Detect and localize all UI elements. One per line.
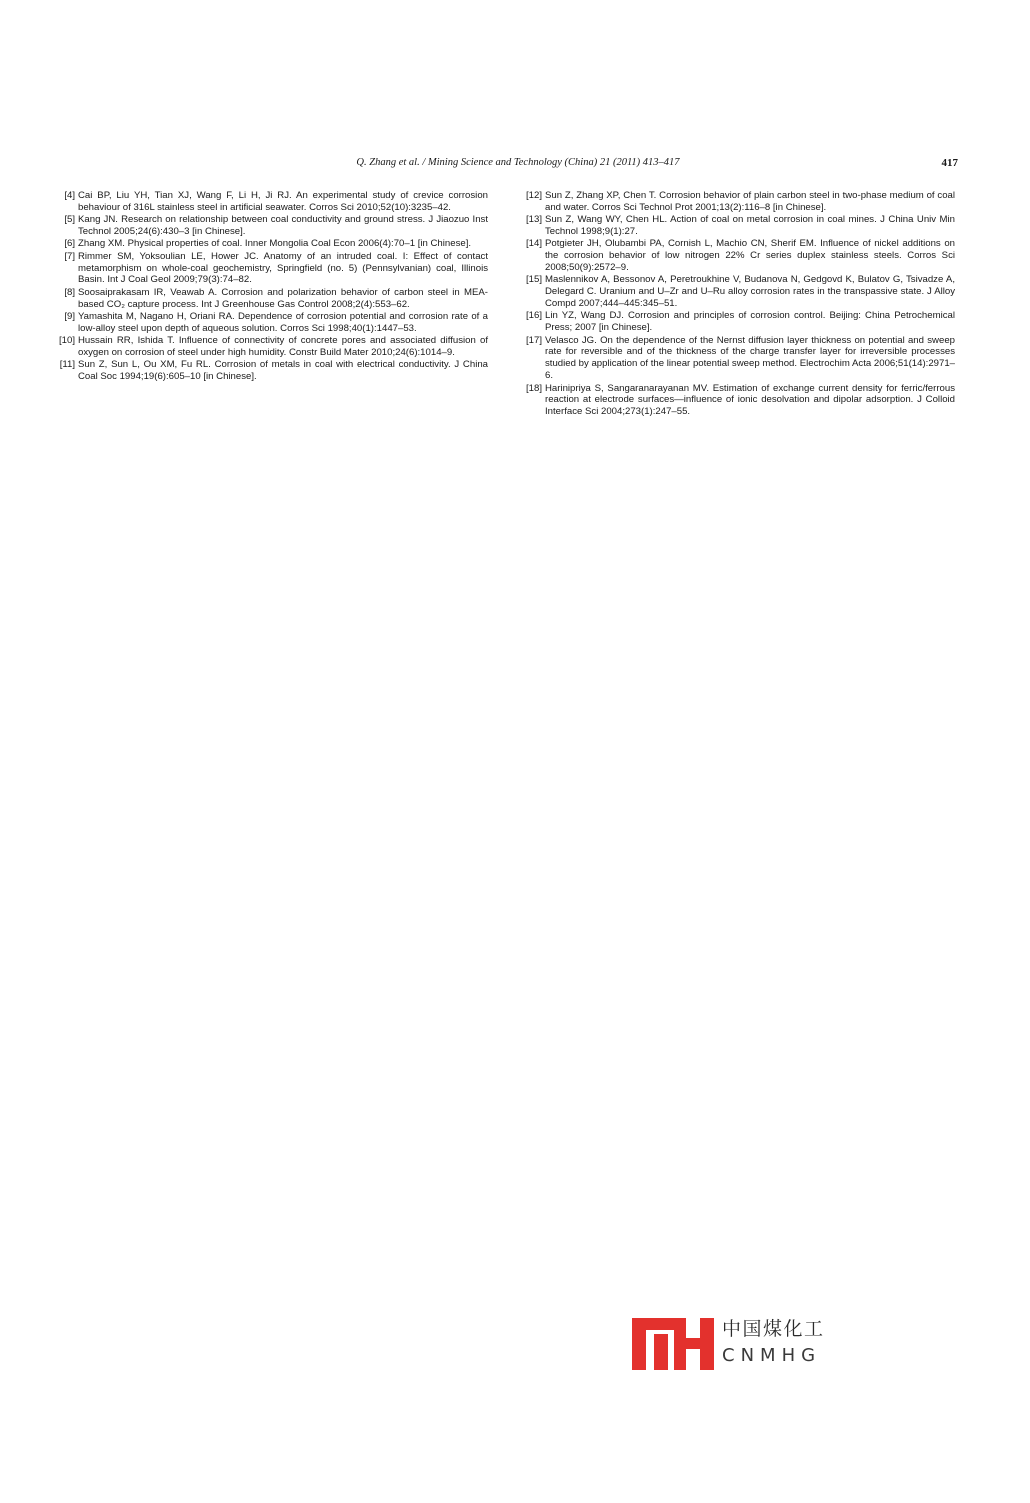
reference-entry (525, 274, 955, 310)
reference-number: [10] (58, 335, 75, 347)
references-column-left (58, 190, 488, 384)
reference-entry (525, 238, 955, 274)
reference-number: [14] (525, 238, 542, 250)
reference-number: [11] (59, 359, 75, 371)
reference-entry (64, 286, 488, 311)
reference-number: [17] (525, 334, 542, 346)
reference-text: Velasco JG. On the dependence of the Nernst diffusion layer thickness on potential and sweep rate for reversible and of the thickness of the charge transfer layer for irreversible processes studied by application of the linear potential sweep method. Electrochim Acta 2006;51(14):2971–6. (545, 334, 955, 382)
reference-number: [6] (64, 238, 75, 250)
reference-entry (525, 334, 955, 382)
reference-text: Maslennikov A, Bessonov A, Peretroukhine V, Budanova N, Gedgovd K, Bulatov G, Tsivadze A, Delegard C. Uranium and U–Zr and U–Ru alloy corrosion rates in the transpassive state. J Alloy Compd 2007;444–445:345–51. (545, 274, 955, 310)
logo-chinese-text: 中国煤化工 (722, 1318, 825, 1340)
reference-text: Sun Z, Wang WY, Chen HL. Action of coal on metal corrosion in coal mines. J China Univ Min Technol 1998;9(1):27. (545, 214, 955, 238)
reference-number: [8] (64, 286, 75, 298)
reference-text: Sun Z, Zhang XP, Chen T. Corrosion behavior of plain carbon steel in two-phase medium of coal and water. Corros Sci Technol Prot 2001;13(2):116–8 [in Chinese]. (545, 190, 955, 213)
reference-number: [16] (525, 310, 542, 322)
page-number: 417 (941, 157, 958, 169)
reference-entry (525, 382, 955, 419)
reference-entry (58, 335, 488, 359)
reference-number: [18] (525, 382, 542, 394)
logo-mark-icon (632, 1312, 714, 1372)
reference-number: [4] (64, 190, 75, 201)
reference-text: Rimmer SM, Yoksoulian LE, Hower JC. Anatomy of an intruded coal. I: Effect of contact metamorphism on whole-coal geochemistry, Springfield (no. 5) (Pennsylvanian) coal, Illinois Basin. Int J Coal Geol 2009;79(3):74–82. (78, 250, 488, 286)
reference-text: Harinipriya S, Sangaranarayanan MV. Estimation of exchange current density for ferric/ferrous reaction at electrode surfaces—influence of ionic desolvation and dipolar adsorption. J Colloid Interface Sci 2004;273(1):247–55. (545, 382, 955, 418)
reference-entry (525, 190, 955, 214)
reference-text: Hussain RR, Ishida T. Influence of connectivity of concrete pores and associated diffusion of oxygen on corrosion of steel under high humidity. Constr Build Mater 2010;24(6):1014–9. (78, 335, 488, 358)
references-column-right (525, 190, 955, 419)
reference-entry (64, 214, 488, 238)
reference-number: [5] (64, 214, 75, 226)
reference-text: Zhang XM. Physical properties of coal. Inner Mongolia Coal Econ 2006(4):70–1 [in Chinese]. (78, 238, 472, 250)
reference-entry (525, 310, 955, 334)
reference-number: [7] (64, 250, 75, 262)
page-header (78, 157, 958, 175)
reference-entry (64, 250, 488, 287)
running-head: Q. Zhang et al. / Mining Science and Technology (China) 21 (2011) 413–417 (356, 157, 680, 168)
reference-number: [12] (525, 190, 542, 201)
logo-english-text: CNMHG (722, 1345, 822, 1366)
reference-entry (64, 190, 488, 214)
reference-text: Kang JN. Research on relationship between coal conductivity and ground stress. J Jiaozuo Inst Technol 2005;24(6):430–3 [in Chinese]. (78, 214, 488, 238)
reference-entry (64, 310, 488, 335)
watermark-logo (632, 1312, 842, 1372)
reference-number: [13] (525, 214, 542, 226)
reference-text: Potgieter JH, Olubambi PA, Cornish L, Machio CN, Sherif EM. Influence of nickel additions on the corrosion behavior of low nitrogen 22% Cr series duplex stainless steels. Corros Sci 2008;50(9):2572–9. (545, 238, 955, 274)
reference-number: [9] (64, 310, 75, 322)
reference-text: Yamashita M, Nagano H, Oriani RA. Dependence of corrosion potential and corrosion rate of a low-alloy steel upon depth of aqueous solution. Corros Sci 1998;40(1):1447–53. (78, 310, 488, 334)
reference-text: Soosaiprakasam IR, Veawab A. Corrosion and polarization behavior of carbon steel in MEA-based CO₂ capture process. Int J Greenhouse Gas Control 2008;2(4):553–62. (78, 286, 488, 310)
reference-number: [15] (525, 274, 542, 286)
reference-text: Sun Z, Sun L, Ou XM, Fu RL. Corrosion of metals in coal with electrical conductivity. J China Coal Soc 1994;19(6):605–10 [in Chinese]. (78, 359, 488, 383)
reference-text: Lin YZ, Wang DJ. Corrosion and principles of corrosion control. Beijing: China Petrochemical Press; 2007 [in Chinese]. (545, 310, 955, 334)
reference-text: Cai BP, Liu YH, Tian XJ, Wang F, Li H, Ji RJ. An experimental study of crevice corrosion behaviour of 316L stainless steel in artificial seawater. Corros Sci 2010;52(10):3235–42. (78, 190, 488, 213)
reference-entry (64, 238, 488, 250)
reference-entry (59, 359, 488, 383)
reference-entry (525, 214, 955, 238)
